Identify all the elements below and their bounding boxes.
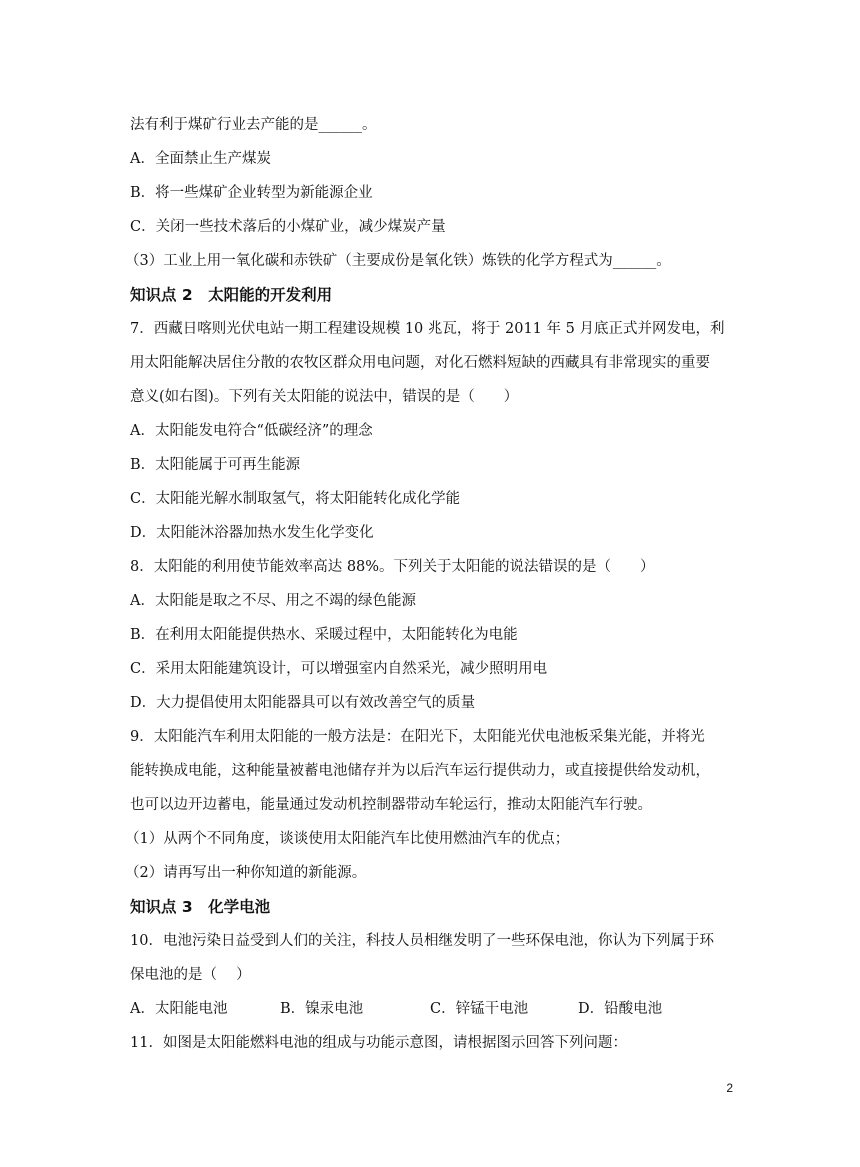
q10-option-c: C．锌锰干电池 <box>430 1001 529 1017</box>
question-10-line-1: 10．电池污染日益受到人们的关注，科技人员相继发明了一些环保电池，你认为下列属于环 <box>130 933 714 949</box>
section-heading-2: 知识点 2 太阳能的开发利用 <box>130 286 333 304</box>
q7-option-d: D．太阳能沐浴器加热水发生化学变化 <box>130 525 374 541</box>
question-7-line-3: 意义(如右图)。下列有关太阳能的说法中，错误的是（ ） <box>130 389 519 405</box>
question-9-line-2: 能转换成电能，这种能量被蓄电池储存并为以后汽车运行提供动力，或直接提供给发动机， <box>130 763 710 779</box>
question-11: 11．如图是太阳能燃料电池的组成与功能示意图，请根据图示回答下列问题： <box>130 1035 627 1051</box>
q7-option-a: A．太阳能发电符合“低碳经济”的理念 <box>130 423 373 439</box>
sub-question-3: （3）工业上用一氧化碳和赤铁矿（主要成份是氧化铁）炼铁的化学方程式为______。 <box>125 253 671 269</box>
question-7-line-2: 用太阳能解决居住分散的农牧区群众用电问题，对化石燃料短缺的西藏具有非常现实的重要 <box>130 355 710 371</box>
q9-sub-1: （1）从两个不同角度，谈谈使用太阳能汽车比使用燃油汽车的优点； <box>125 831 570 847</box>
option-c: C．关闭一些技术落后的小煤矿业，减少煤炭产量 <box>130 219 446 235</box>
question-10-line-2: 保电池的是（ ） <box>130 967 251 983</box>
q7-option-c: C．太阳能光解水制取氢气，将太阳能转化成化学能 <box>130 491 461 507</box>
q7-option-b: B．太阳能属于可再生能源 <box>130 457 301 473</box>
page-number: 2 <box>726 1081 733 1095</box>
q8-option-b: B．在利用太阳能提供热水、采暖过程中，太阳能转化为电能 <box>130 627 518 643</box>
text-line: 法有利于煤矿行业去产能的是______。 <box>130 117 377 133</box>
question-7-line-1: 7．西藏日喀则光伏电站一期工程建设规模 10 兆瓦，将于 2011 年 5 月底正式并网发电，利 <box>130 321 725 337</box>
section-heading-3: 知识点 3 化学电池 <box>130 898 271 916</box>
question-9-line-3: 也可以边开边蓄电，能量通过发动机控制器带动车轮运行，推动太阳能汽车行驶。 <box>130 797 652 813</box>
option-a: A．全面禁止生产煤炭 <box>130 151 271 167</box>
q9-sub-2: （2）请再写出一种你知道的新能源。 <box>125 865 367 881</box>
page-content <box>125 108 730 1060</box>
question-8: 8．太阳能的利用使节能效率高达 88%。下列关于太阳能的说法错误的是（ ） <box>130 559 655 575</box>
q8-option-c: C．采用太阳能建筑设计，可以增强室内自然采光，减少照明用电 <box>130 661 548 677</box>
question-9-line-1: 9．太阳能汽车利用太阳能的一般方法是：在阳光下，太阳能光伏电池板采集光能，并将光 <box>130 729 705 745</box>
q8-option-a: A．太阳能是取之不尽、用之不竭的绿色能源 <box>130 593 416 609</box>
option-b: B．将一些煤矿企业转型为新能源企业 <box>130 185 373 201</box>
q10-options <box>130 992 730 1026</box>
q8-option-d: D．大力提倡使用太阳能器具可以有效改善空气的质量 <box>130 695 476 711</box>
q10-option-b: B．镍汞电池 <box>280 1001 364 1017</box>
q10-option-d: D．铅酸电池 <box>578 1001 663 1017</box>
q10-option-a: A．太阳能电池 <box>130 1001 228 1017</box>
